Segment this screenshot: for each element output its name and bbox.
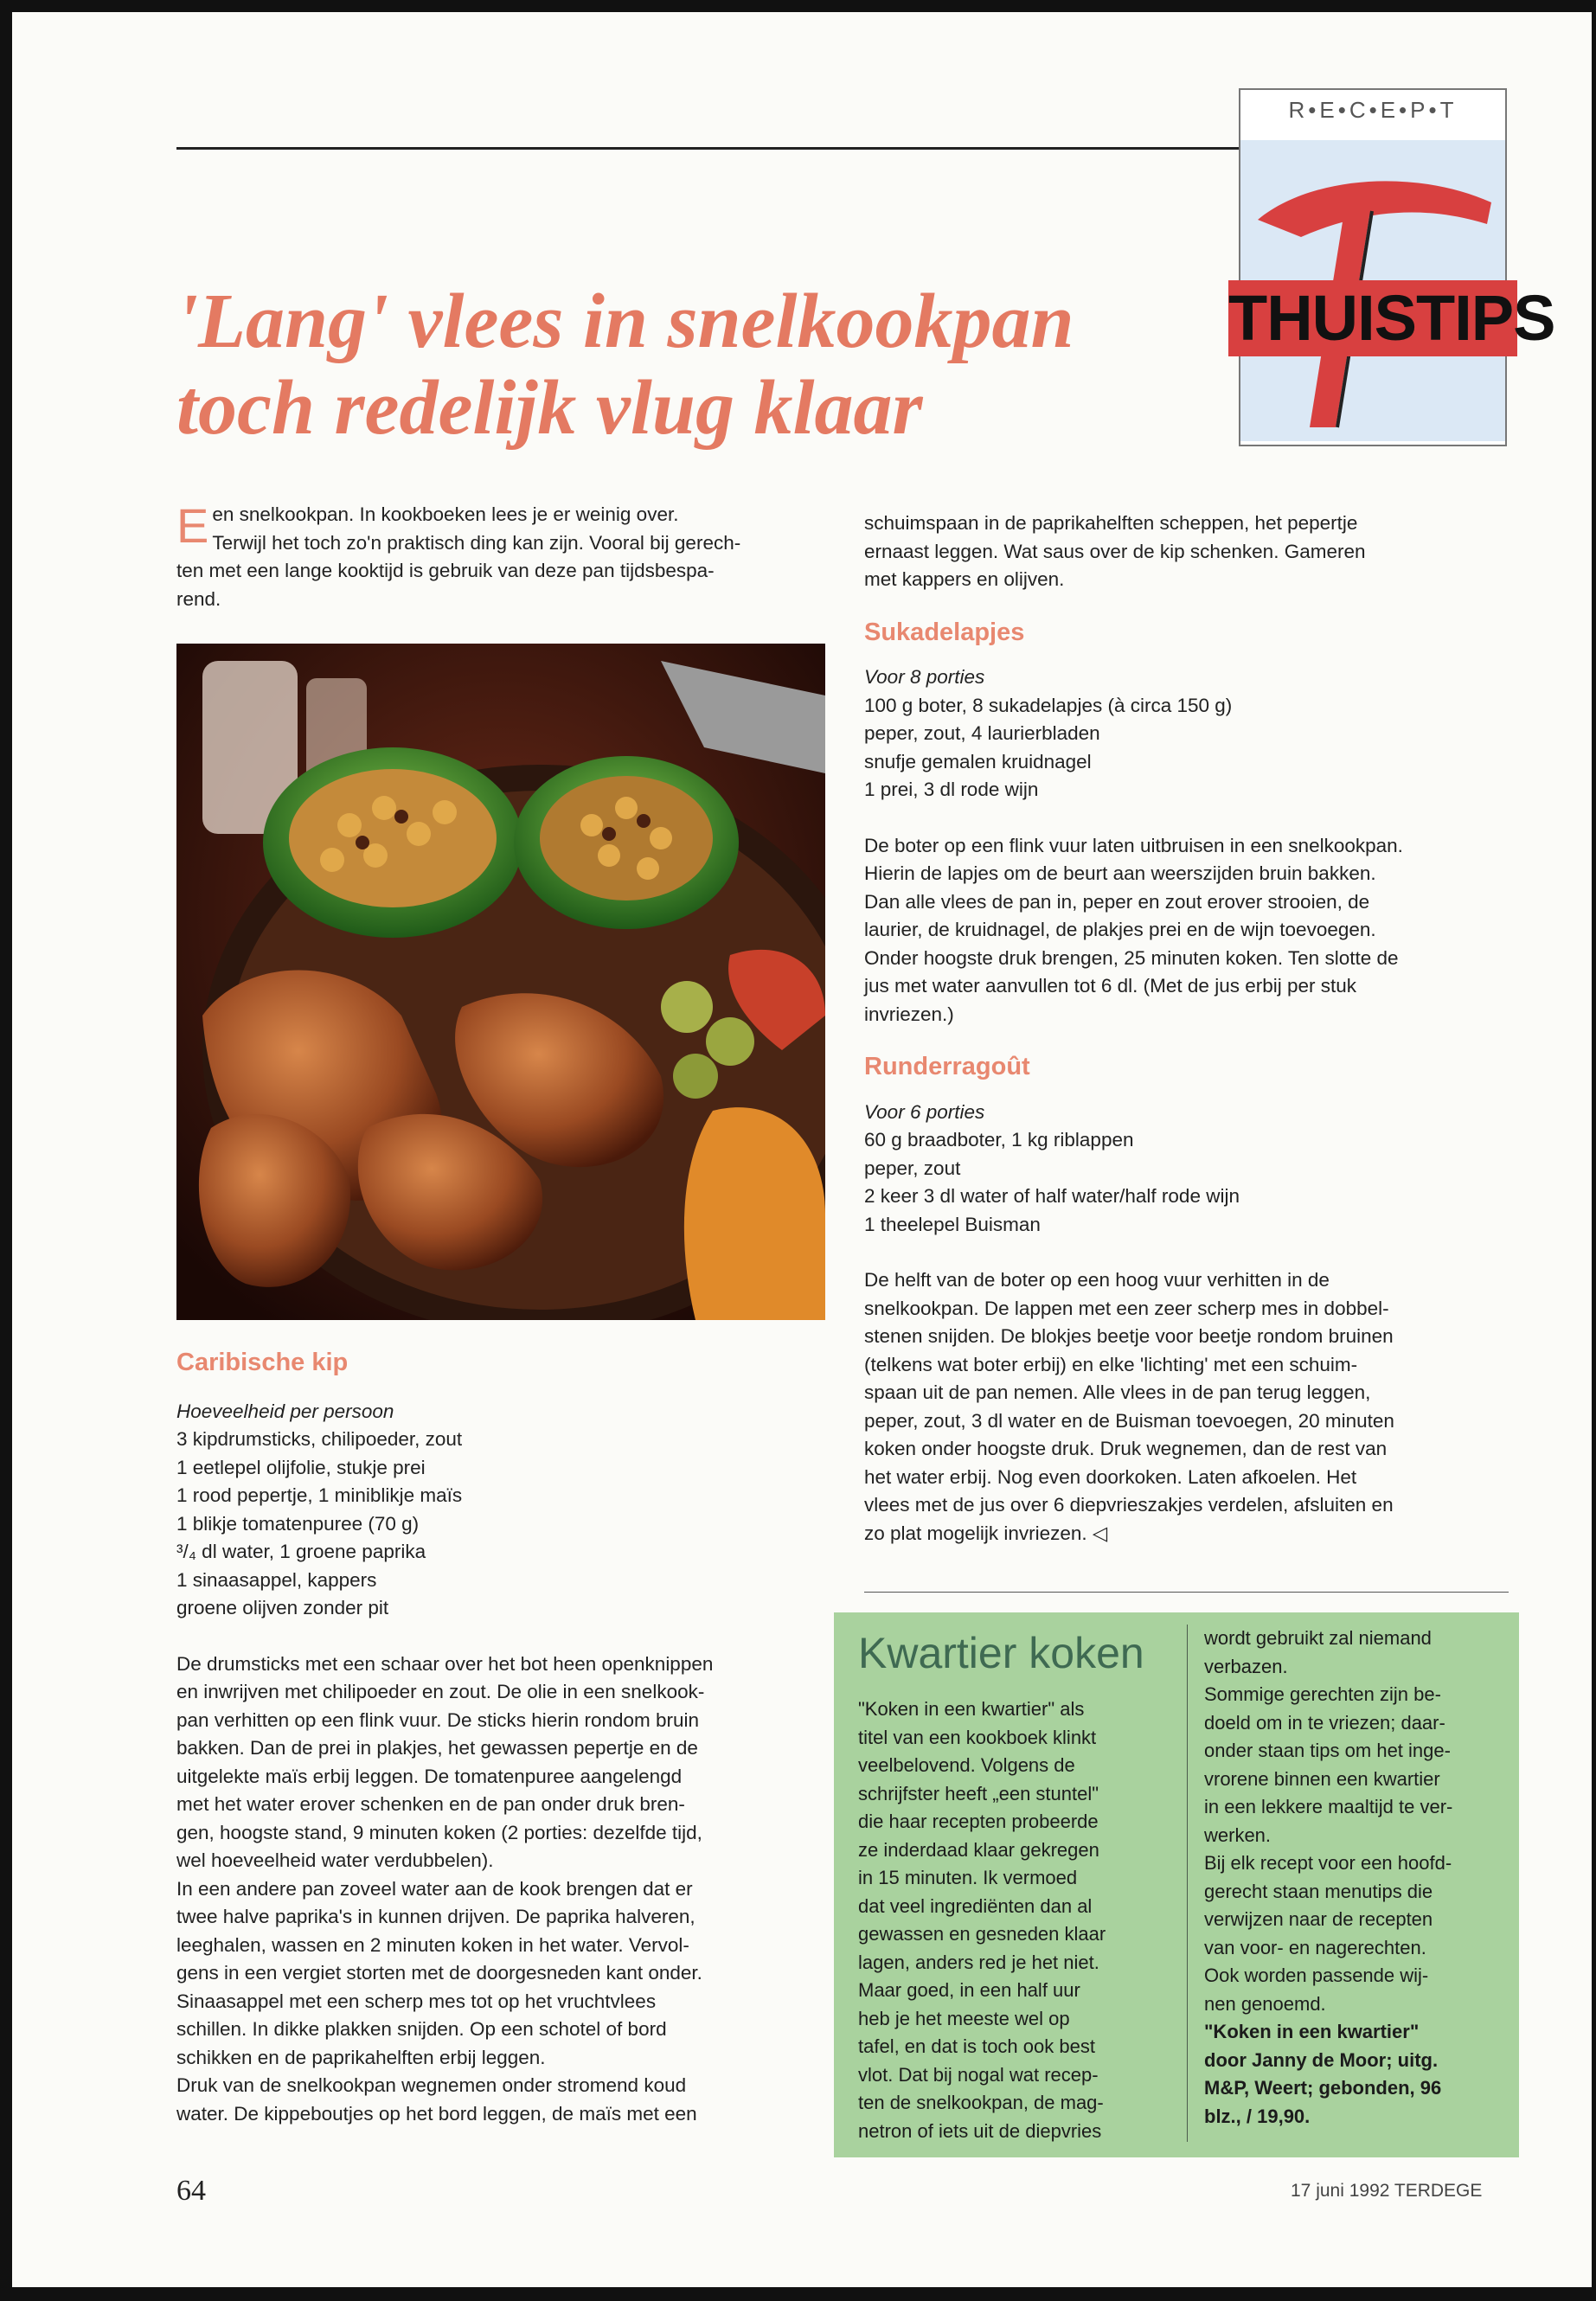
recipe-ingredients: 100 g boter, 8 sukadelapjes (à circa 150 g) peper, zout, 4 laurierbladen snufje gemalen kruidnagel 1 prei, 3 dl rode wijn: [864, 694, 1233, 800]
recipe-heading-runderragout: Runderragoût: [864, 1053, 1030, 1080]
headline: [176, 279, 1085, 452]
logo-recept-text: R•E•C•E•P•T: [1288, 97, 1458, 123]
recipe-subtitle: Voor 8 porties: [864, 666, 985, 688]
recipe-heading-caribische-kip: Caribische kip: [176, 1349, 349, 1376]
top-rule: [176, 147, 1249, 150]
recipe-method: De helft van de boter op een hoog vuur verhitten in de snelkookpan. De lappen met een zeer scherp mes in dobbel- stenen snijden. De blokjes beetje voor beetje rondom bruinen (telkens wat boter erbij) en elke 'lichting' met een schuim- spaan uit de pan nemen. Alle vlees in de pan terug leggen, peper, zout, 3 dl water en de Buisman toevoegen, 20 minuten koken onder hoogste druk. Druk wegnemen, dan de rest van het water erbij. Nog even doorkoken. Laten afkoelen. Het vlees met de jus over 6 diepvrieszakjes verdelen, afsluiten en zo plat mogelijk invriezen. ◁: [864, 1269, 1394, 1544]
recipe-subtitle: Hoeveelheid per persoon: [176, 1400, 394, 1422]
recipe-ingredients: 3 kipdrumsticks, chilipoeder, zout 1 eetlepel olijfolie, stukje prei 1 rood pepertje, 1 miniblikje maïs 1 blikje tomatenpuree (70 g) ³/₄ dl water, 1 groene paprika 1 sinaasappel, kappers groene olijven zonder pit: [176, 1428, 463, 1618]
headline-line-2: toch redelijk vlug klaar: [176, 365, 923, 451]
recipe-continuation: schuimspaan in de paprikahelften scheppen, het pepertje ernaast leggen. Wat saus over de kip schenken. Gameren met kappers en olijven.: [864, 512, 1366, 590]
logo-thuistips-text: THUISTIPS: [1228, 280, 1517, 356]
book-details: "Koken in een kwartier" door Janny de Moor; uitg. M&P, Weert; gebonden, 96 blz., / 19,90.: [1204, 2021, 1442, 2127]
book-review-box: [834, 1612, 1519, 2157]
intro-paragraph: [176, 498, 821, 613]
box-title: Kwartier koken: [858, 1629, 1144, 1677]
recipe-subtitle: Voor 6 porties: [864, 1100, 985, 1123]
box-divider: [1187, 1625, 1188, 2142]
magazine-page: [12, 12, 1592, 2287]
food-photo-illustration: [176, 644, 825, 1320]
issue-date: 17 juni 1992 TERDEGE: [1291, 2181, 1483, 2201]
recipe-caribische-kip: [176, 1349, 821, 2128]
box-top-rule: [864, 1592, 1509, 1593]
box-text-column-2: [1204, 1625, 1507, 2131]
recipe-ingredients: 60 g braadboter, 1 kg riblappen peper, zout 2 keer 3 dl water of half water/half rode wijn 1 theelepel Buisman: [864, 1129, 1240, 1235]
food-photo: [176, 644, 825, 1320]
drop-cap: E: [176, 498, 209, 553]
recipe-method: De drumsticks met een schaar over het bot heen openknippen en inwrijven met chilipoeder en zout. De olie in een snelkook- pan verhitten op een flink vuur. De sticks hierin rondom bruin bakken. Dan de prei in plakjes, het gewassen pepertje en de uitgelekte maïs erbij leggen. De tomatenpuree aangelengd met het water erover schenken en de pan onder druk bren- gen, hoogste stand, 9 minuten koken (2 porties: dezelfde tijd, wel hoeveelheid water verdubbelen). In een andere pan zoveel water aan de kook brengen dat er twee halve paprika's in kunnen drijven. De paprika halveren, leeghalen, wassen en 2 minuten koken in het water. Vervol- gens in een vergiet storten met de doorgesneden kant onder. Sinaasappel met een scherp mes tot op het vruchtvlees schillen. In dikke plakken snijden. Op een schotel of bord schikken en de paprikahelften erbij leggen. Druk van de snelkookpan wegnemen onder stromend koud water. De kippeboutjes op het bord leggen, de maïs met een: [176, 1652, 714, 2125]
thuistips-logo: [1228, 88, 1555, 446]
page-number: 64: [176, 2175, 206, 2207]
headline-line-1: 'Lang' vlees in snelkookpan: [176, 279, 1074, 364]
box-text-column-1: "Koken in een kwartier" als titel van een kookboek klinkt veelbelovend. Volgens de schrijfster heeft „een stuntel" die haar recepten probeerde ze inderdaad klaar gekregen in 15 minuten. Ik vermoed dat veel ingrediënten dan al gewassen en gesneden klaar lagen, anders red je het niet. Maar goed, in een half uur heb je het meeste wel op tafel, en dat is toch ook best vlot. Dat bij nogal wat recep- ten de snelkookpan, de mag- netron of iets uit de diepvries: [858, 1698, 1106, 2142]
box-text: wordt gebruikt zal niemand verbazen. Sommige gerechten zijn be- doeld om in te vriezen; daar- onder staan tips om het inge- vrorene binnen een kwartier in een lekkere maaltijd te ver- werken. Bij elk recept voor een hoofd- gerecht staan menutips die verwijzen naar de recepten van voor- en nagerechten. Ook worden passende wij- nen genoemd.: [1204, 1627, 1453, 2015]
recipe-heading-sukadelapjes: Sukadelapjes: [864, 618, 1025, 646]
right-column: [864, 510, 1509, 1548]
recipe-method: De boter op een flink vuur laten uitbruisen in een snelkookpan. Hierin de lapjes om de beurt aan weerszijden bruin bakken. Dan alle vlees de pan in, peper en zout erover strooien, de laurier, de kruidnagel, de plakjes prei en de wijn toevoegen. Onder hoogste druk brengen, 25 minuten koken. Ten slotte de jus met water aanvullen tot 6 dl. (Met de jus erbij per stuk invriezen.): [864, 834, 1403, 1025]
intro-text: en snelkookpan. In kookboeken lees je er weinig over. Terwijl het toch zo'n praktisch ding kan zijn. Vooral bij gerech- ten met een lange kooktijd is gebruik van deze pan tijdsbespa- rend.: [176, 503, 741, 610]
